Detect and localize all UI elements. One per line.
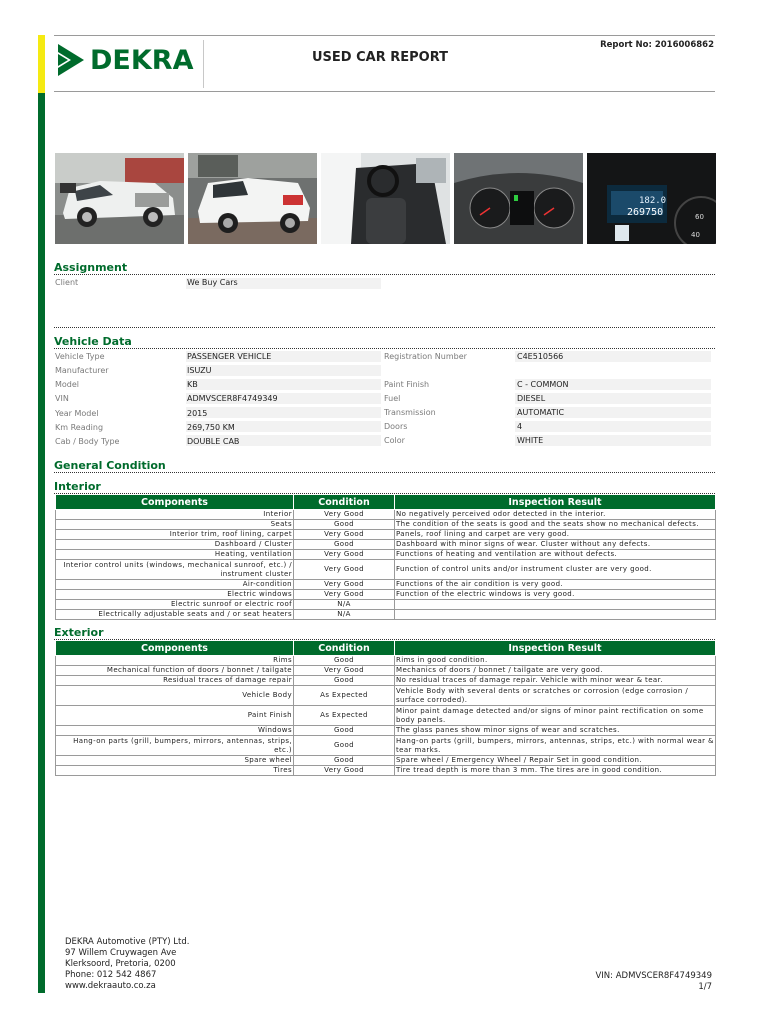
table-row bbox=[56, 590, 716, 600]
condition-cell: Good bbox=[294, 520, 395, 530]
component-cell: Interior trim, roof lining, carpet bbox=[56, 530, 294, 540]
result-cell: Function of control units and/or instrument cluster are very good. bbox=[395, 560, 716, 580]
manufacturer-label: Manufacturer bbox=[55, 366, 109, 375]
condition-cell: Good bbox=[294, 756, 395, 766]
component-cell: Windows bbox=[56, 726, 294, 736]
footer-right bbox=[595, 971, 712, 993]
value-bg bbox=[515, 421, 711, 432]
footer-address bbox=[65, 937, 189, 992]
result-cell: Dashboard with minor signs of wear. Cluster without any defects. bbox=[395, 540, 716, 550]
table-row bbox=[56, 580, 716, 590]
col-inspection-result: Inspection Result bbox=[395, 641, 716, 656]
page-number: 1/7 bbox=[698, 982, 712, 992]
component-cell: Air-condition bbox=[56, 580, 294, 590]
result-cell: The glass panes show minor signs of wear and scratches. bbox=[395, 726, 716, 736]
value-bg bbox=[186, 407, 381, 418]
table-row bbox=[56, 520, 716, 530]
table-row bbox=[56, 706, 716, 726]
footer-website-link[interactable]: www.dekraauto.co.za bbox=[65, 981, 156, 991]
condition-cell: Good bbox=[294, 726, 395, 736]
result-cell: The condition of the seats is good and the seats show no mechanical defects. bbox=[395, 520, 716, 530]
table-row bbox=[56, 676, 716, 686]
condition-cell: Very Good bbox=[294, 580, 395, 590]
photo-interior[interactable] bbox=[321, 153, 450, 244]
value-bg bbox=[515, 435, 711, 446]
col-components: Components bbox=[56, 495, 294, 510]
vehicle-type-label: Vehicle Type bbox=[55, 352, 105, 361]
exterior-title: Exterior bbox=[54, 626, 104, 639]
result-cell: Minor paint damage detected and/or signs of minor paint rectification on some body panels. bbox=[395, 706, 716, 726]
vin-label: VIN bbox=[55, 394, 69, 403]
result-cell: No negatively perceived odor detected in the interior. bbox=[395, 510, 716, 520]
registration-number-label: Registration Number bbox=[384, 352, 467, 361]
exterior-table-body bbox=[56, 656, 716, 776]
condition-cell: Good bbox=[294, 676, 395, 686]
condition-cell: Very Good bbox=[294, 766, 395, 776]
vehicle-type-value: PASSENGER VEHICLE bbox=[187, 352, 272, 361]
footer-city: Klerksoord, Pretoria, 0200 bbox=[65, 959, 176, 969]
table-row bbox=[56, 736, 716, 756]
section-divider bbox=[54, 327, 715, 328]
brand-side-bar bbox=[38, 35, 45, 993]
result-cell: Functions of heating and ventilation are without defects. bbox=[395, 550, 716, 560]
paint-finish-label: Paint Finish bbox=[384, 380, 430, 389]
result-cell: Vehicle Body with several dents or scratches or corrosion (edge corrosion / surface corroded). bbox=[395, 686, 716, 706]
table-row bbox=[56, 726, 716, 736]
component-cell: Dashboard / Cluster bbox=[56, 540, 294, 550]
footer-street: 97 Willem Cruywagen Ave bbox=[65, 948, 177, 958]
registration-number-value: C4E510566 bbox=[517, 352, 564, 361]
condition-cell: Very Good bbox=[294, 530, 395, 540]
condition-cell: Very Good bbox=[294, 666, 395, 676]
result-cell: Rims in good condition. bbox=[395, 656, 716, 666]
col-inspection-result: Inspection Result bbox=[395, 495, 716, 510]
dekra-mark-icon bbox=[56, 42, 86, 78]
footer-company: DEKRA Automotive (PTY) Ltd. bbox=[65, 937, 190, 947]
section-divider bbox=[54, 274, 715, 275]
component-cell: Electrically adjustable seats and / or seat heaters bbox=[56, 610, 294, 620]
model-label: Model bbox=[55, 380, 80, 389]
result-cell: No residual traces of damage repair. Vehicle with minor wear & tear. bbox=[395, 676, 716, 686]
component-cell: Interior bbox=[56, 510, 294, 520]
component-cell: Rims bbox=[56, 656, 294, 666]
component-cell: Paint Finish bbox=[56, 706, 294, 726]
table-row bbox=[56, 686, 716, 706]
logo-text: DEKRA bbox=[90, 44, 194, 76]
condition-cell: As Expected bbox=[294, 706, 395, 726]
vehicle-photos bbox=[55, 153, 716, 244]
dekra-logo bbox=[56, 42, 193, 78]
component-cell: Hang-on parts (grill, bumpers, mirrors, antennas, strips, etc.) bbox=[56, 736, 294, 756]
col-components: Components bbox=[56, 641, 294, 656]
transmission-value: AUTOMATIC bbox=[517, 408, 565, 417]
brand-accent-stripe bbox=[38, 35, 45, 93]
photo-front-exterior[interactable] bbox=[55, 153, 184, 244]
svg-text:269750: 269750 bbox=[627, 207, 664, 218]
paint-finish-value: C - COMMON bbox=[517, 380, 569, 389]
table-row bbox=[56, 560, 716, 580]
result-cell: Functions of the air condition is very good. bbox=[395, 580, 716, 590]
interior-table-body bbox=[56, 510, 716, 620]
table-row bbox=[56, 610, 716, 620]
result-cell: Function of the electric windows is very good. bbox=[395, 590, 716, 600]
svg-text:60: 60 bbox=[695, 213, 704, 221]
header-top-rule bbox=[54, 35, 715, 36]
result-cell: Panels, roof lining and carpet are very good. bbox=[395, 530, 716, 540]
condition-cell: Very Good bbox=[294, 590, 395, 600]
report-number: Report No: 2016006862 bbox=[600, 40, 714, 50]
table-row bbox=[56, 600, 716, 610]
doors-value: 4 bbox=[517, 422, 523, 431]
condition-cell: N/A bbox=[294, 600, 395, 610]
photo-odometer[interactable] bbox=[587, 153, 716, 244]
condition-cell: Good bbox=[294, 656, 395, 666]
table-row bbox=[56, 766, 716, 776]
client-label: Client bbox=[55, 278, 79, 287]
result-cell: Mechanics of doors / bonnet / tailgate are very good. bbox=[395, 666, 716, 676]
result-cell: Tire tread depth is more than 3 mm. The tires are in good condition. bbox=[395, 766, 716, 776]
result-cell: Spare wheel / Emergency Wheel / Repair Set in good condition. bbox=[395, 756, 716, 766]
model-value: KB bbox=[187, 380, 198, 389]
condition-cell: N/A bbox=[294, 610, 395, 620]
svg-text:40: 40 bbox=[691, 231, 700, 239]
photo-instrument-cluster[interactable] bbox=[454, 153, 583, 244]
fuel-value: DIESEL bbox=[517, 394, 546, 403]
manufacturer-value: ISUZU bbox=[187, 366, 212, 375]
table-row bbox=[56, 540, 716, 550]
footer-vin: VIN: ADMVSCER8F4749349 bbox=[595, 971, 712, 981]
component-cell: Spare wheel bbox=[56, 756, 294, 766]
color-value: WHITE bbox=[517, 436, 544, 445]
condition-cell: Very Good bbox=[294, 560, 395, 580]
client-value: We Buy Cars bbox=[187, 278, 238, 287]
col-condition: Condition bbox=[294, 495, 395, 510]
component-cell: Electric sunroof or electric roof bbox=[56, 600, 294, 610]
condition-cell: As Expected bbox=[294, 686, 395, 706]
value-bg bbox=[186, 365, 381, 376]
condition-cell: Very Good bbox=[294, 510, 395, 520]
color-label: Color bbox=[384, 436, 405, 445]
doors-label: Doors bbox=[384, 422, 408, 431]
result-cell bbox=[395, 600, 716, 610]
component-cell: Mechanical function of doors / bonnet / tailgate bbox=[56, 666, 294, 676]
km-reading-value: 269,750 KM bbox=[187, 423, 235, 432]
interior-title: Interior bbox=[54, 480, 101, 493]
exterior-table bbox=[55, 640, 716, 776]
cab-body-type-value: DOUBLE CAB bbox=[187, 437, 240, 446]
table-row bbox=[56, 756, 716, 766]
col-condition: Condition bbox=[294, 641, 395, 656]
condition-cell: Good bbox=[294, 540, 395, 550]
value-bg bbox=[186, 379, 381, 390]
table-row bbox=[56, 530, 716, 540]
year-model-value: 2015 bbox=[187, 409, 208, 418]
section-divider bbox=[54, 472, 715, 473]
cab-body-type-label: Cab / Body Type bbox=[55, 437, 120, 446]
component-cell: Seats bbox=[56, 520, 294, 530]
header-bottom-rule bbox=[54, 91, 715, 92]
interior-table bbox=[55, 494, 716, 620]
km-reading-label: Km Reading bbox=[55, 423, 104, 432]
vin-value: ADMVSCER8F4749349 bbox=[187, 394, 278, 403]
condition-cell: Very Good bbox=[294, 550, 395, 560]
page-title: USED CAR REPORT bbox=[312, 50, 449, 65]
component-cell: Tires bbox=[56, 766, 294, 776]
component-cell: Residual traces of damage repair bbox=[56, 676, 294, 686]
fuel-label: Fuel bbox=[384, 394, 401, 403]
footer-phone: Phone: 012 542 4867 bbox=[65, 970, 157, 980]
svg-text:182.0: 182.0 bbox=[639, 196, 667, 206]
assignment-title: Assignment bbox=[54, 261, 128, 274]
table-row bbox=[56, 666, 716, 676]
photo-rear-exterior[interactable] bbox=[188, 153, 317, 244]
vehicle-data-title: Vehicle Data bbox=[54, 335, 132, 348]
result-cell: Hang-on parts (grill, bumpers, mirrors, antennas, strips, etc.) with normal wear & tear marks. bbox=[396, 736, 714, 754]
year-model-label: Year Model bbox=[55, 409, 99, 418]
component-cell: Interior control units (windows, mechanical sunroof, etc.) / instrument cluster bbox=[56, 560, 294, 580]
table-row bbox=[56, 510, 716, 520]
result-cell bbox=[395, 610, 716, 620]
table-row bbox=[56, 656, 716, 666]
section-divider bbox=[54, 348, 715, 349]
table-row bbox=[56, 550, 716, 560]
transmission-label: Transmission bbox=[384, 408, 436, 417]
component-cell: Heating, ventilation bbox=[56, 550, 294, 560]
general-condition-title: General Condition bbox=[54, 459, 166, 472]
component-cell: Vehicle Body bbox=[56, 686, 294, 706]
component-cell: Electric windows bbox=[56, 590, 294, 600]
condition-cell: Good bbox=[294, 736, 395, 756]
logo-divider bbox=[203, 40, 204, 88]
